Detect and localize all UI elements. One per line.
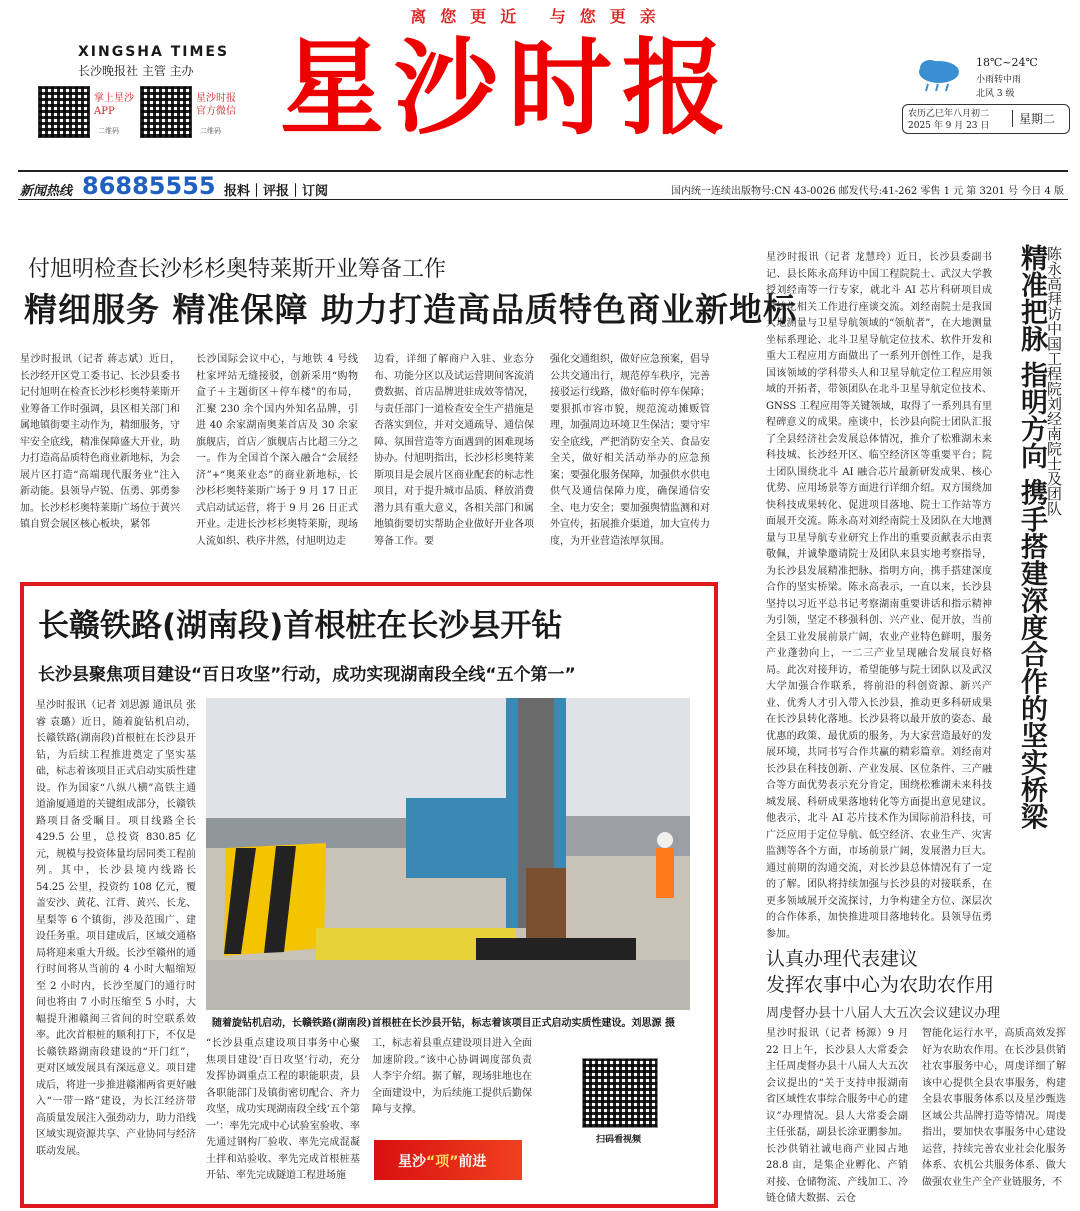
app-qr-code[interactable] xyxy=(38,86,90,138)
lead-headline: 精细服务 精准保障 助力打造高品质特色商业新地标 xyxy=(24,290,797,329)
lead-column-2: 长沙国际会议中心，与地铁 4 号线杜家坪站无缝接驳，创新采用“购物盒子＋主题街区＋停车楼”的布局，汇聚 230 余个国内外知名品牌，引进 40 余家湖南奥莱首店及 30 余家旗舰店，首店／旗舰店占比超三分之一。作为全国首个深入融合“会展经济”+“奥莱业态”的商业新地标，长沙杉杉奥特莱斯广场于 9 月 17 日正式启动试运营，将于 9 月 26 日正式开业。走进长沙杉杉奥特莱斯，现场人流如织、秩序井然，付旭明边走 xyxy=(196,354,358,547)
brand-english-name: XINGSHA TIMES xyxy=(78,44,230,60)
app-qr-label: 掌上星沙 APP xyxy=(94,93,134,117)
weather-condition: 小雨转中雨 xyxy=(976,75,1022,85)
construction-photo xyxy=(206,698,690,1010)
column-banner xyxy=(374,1140,522,1180)
issue-info: 国内统一连续出版物号:CN 43-0026 邮发代号:41-262 零售 1 元 第 3201 号 今日 4 版 xyxy=(670,186,1064,197)
hotline-label: 新闻热线 xyxy=(20,184,73,199)
app-qr-caption: 二维码 xyxy=(98,127,119,135)
info-bar xyxy=(18,170,1068,200)
solar-date: 2025 年 9 月 23 日 xyxy=(908,121,990,131)
hotline-number[interactable]: 86885555 xyxy=(82,172,216,200)
photo-caption: 随着旋钻机启动，长赣铁路(湖南段)首根桩在长沙县开钻，标志着该项目正式启动实质性建设。刘思源 摄 xyxy=(212,1018,675,1029)
lead-kicker: 付旭明检查长沙杉杉奥特莱斯开业筹备工作 xyxy=(28,257,447,282)
feature-subheadline: 长沙县聚焦项目建设“百日攻坚”行动，成功实现湖南段全线“五个第一” xyxy=(38,665,576,685)
wechat-qr-code[interactable] xyxy=(140,86,192,138)
side-kicker: 陈永高拜访中国工程院刘经南院士及团队 xyxy=(1045,246,1063,516)
lead-column-4: 强化交通组织，做好应急预案，倡导公共交通出行，规范停车秩序，完善接驳运行线路，做好临时停车保障；要狠抓市容市貌，规范流动摊贩管理，加强周边环境卫生保洁；要守牢安全底线，严把消防安全关、食品安全关，做好相关活动举办的应急预案；要强化服务保障，加强供水供电供气及通信保障力度，确保通信安全、电力安全；要加强舆情监测和对外宣传，拓展推介渠道，加大宣传力度，为开业营造浓厚氛围。 xyxy=(550,354,710,547)
cloud-rain-icon xyxy=(914,58,964,94)
feature-column-3: 工，标志着县重点建设项目进入全面加速阶段。”该中心协调调度部负责人李宇介绍。据了解，现场驻地也在全面建设中，为后续施工提供后勤保障与支撑。 xyxy=(372,1038,532,1115)
side-story-body: 星沙时报讯（记者 龙慧玲）近日，长沙县委副书记、县长陈永高拜访中国工程院院士、武汉大学教授刘经南等一行专家，就北斗 AI 芯片科研项目成果转化相关工作进行座谈交流。刘经南院士是我国大地测量与卫星导航领域的“领航者”，在大地测量坐标系理论、北斗卫星导航定位技术、软件开发和重大工程应用方面做出了一系列开创性工作，是我国该领域的学科带头人和卫星导航定位工程应用领域的开拓者，带领团队在北斗卫星导航定位技术、GNSS 工程应用等关键领域，取得了一系列具有里程碑意义的成果。座谈中，长沙县向院士团队汇报了全县经济社会发展总体情况，推介了松雅湖未来科技城、长沙经开区、临空经济区等重要平台；院士团队围绕北斗 AI 融合芯片最新研发成果、核心优势、应用场景等方面进行详细介绍。双方围绕加快科技成果转化、促进项目落地、院士工作站等方面展开交流。陈永高对刘经南院士及团队在大地测量与卫星导航专业研究上作出的重要贡献表示由衷敬佩，并诚挚邀请院士及团队来县实地考察指导，为长沙县发展精准把脉、指明方向，携手搭建深度合作的坚实桥梁。陈永高表示，一直以来，长沙县坚持以习近平总书记考察湖南重要讲话和指示精神为引领，坚定不移强科创、兴产业、促开放，当前全县工业发展前景广阔，农业产业特色鲜明，服务产业蓬勃向上，一二三产业呈现融合发展良好格局。此次对接拜访，希望能够与院士团队以及武汉大学加强合作联系，将前沿的科创资源、新兴产业、优秀人才引入带入长沙县，推动更多科研成果在长沙县转化落地。长沙县将以最开放的姿态、最优惠的政策、最优质的服务，为大家营造最好的发展环境，共同书写合作共赢的精彩篇章。刘经南对长沙县在科技创新、产业发展、区位条件、三产融合等方面优势表示充分肯定，围绕松雅湖未来科技城发展、科研成果落地转化等方面提出意见建议。他表示，北斗 AI 芯片技术作为国际前沿科技，可广泛应用于定位导航、低空经济、农业生产、灾害监测等各个方面，市场前景广阔，发展潜力巨大。通过前期的沟通交流，对长沙县总体情况有了一定的了解。团队将持续加强与长沙县的对接联系，在更多领域展开交流探讨，力争构建全方位、深层次的合作体系，加快推进项目落地转化。县领导伍勇参加。 xyxy=(766,252,992,940)
lead-column-1: 星沙时报讯（记者 蒋志斌）近日，长沙经开区党工委书记、长沙县委书记付旭明在检查长沙杉杉奥特莱斯开业筹备工作时强调，县区相关部门和属地镇街要主动作为，精细服务，守牢安全底线，精准保障盛大开业，助力打造高品质特色商业新地标，为会展片区打造“高端现代服务业”注入新动能。县领导卢锐、伍勇、郭勇参加。长沙杉杉奥特莱斯广场位于黄兴镇自贸会展区核心板块，紧邻 xyxy=(20,354,180,530)
newspaper-logo: 星沙时报 xyxy=(280,27,737,149)
story2-column-1: 星沙时报讯（记者 杨源）9 月 22 日上午，长沙县人大常委会主任周虔督办县十八届人大五次会议提出的“关于支持申报湖南省区域性农事综合服务中心的建议”办理情况。县人大常委会副主任张磊，副县长涂亚鹏参加。长沙供销社诚电商产业园占地 28.8 亩，是集企业孵化、产销对接、仓储物流、产线加工、冷链仓储大数据、云仓 xyxy=(766,1028,908,1204)
feature-column-1: 星沙时报讯（记者 刘思源 通讯员 张睿 袁璐）近日，随着旋钻机启动，长赣铁路(湖南段)首根桩在长沙县开钻，为后续工程推进奠定了坚实基础，标志着该项目正式启动实质性建设。作为国家“八纵八横”高铁主通道渝厦通道的关键组成部分，长赣铁路项目备受瞩目。项目线路全长 429.5 公里，总投资 830.85 亿元，规模与投资体量均居同类工程前列。其中，长沙县境内线路长 54.25 公里，投资约 108 亿元，覆盖安沙、黄花、江背、黄兴、长龙、星梨等 6 个镇街，涉及范围广、建设任务重。项目建成后，区域交通格局将迎来重大升级。长沙至赣州的通行时间将从当前的 4 小时大幅缩短至 2 小时内，长沙至厦门的通行时间也将由 7 小时压缩至 5 小时，大幅提升湘赣闽三省间的时空联系效率。此次首根桩的顺利打下，不仅是长赣铁路湖南段建设的“开门红”，更对区域发展具有深远意义。项目建成后，将进一步推进赣湘两省更好融入“一带一路”建设，为长江经济带高质量发展注入强劲动力，助力沿线区域实现资源共享、产业协同与经济联动发展。 xyxy=(36,700,196,1157)
masthead-slogan: 离您更近 与您更亲 xyxy=(410,7,670,26)
feature-headline: 长赣铁路(湖南段)首根桩在长沙县开钻 xyxy=(38,608,563,644)
banner-text-pre: 星沙 xyxy=(398,1154,426,1170)
video-qr-label: 扫码看视频 xyxy=(596,1135,642,1145)
weather-wind: 北风 3 级 xyxy=(976,89,1015,99)
lead-column-3: 边看，详细了解商户入驻、业态分布、功能分区以及试运营期间客流消费数据、首店品牌进驻成效等情况，与责任部门一道检查安全生产措施是否落实到位，并对交通疏导、通信保障、氛围营造等方面遇到的困难现场协办。付旭明指出，长沙杉杉奥特莱斯项目是会展片区商业配套的标志性项目，对于提升城市品质、释放消费潜力具有重大意义，各相关部门和属地镇街要切实帮助企业做好开业各项筹备工作。要 xyxy=(374,354,534,547)
brand-sponsor: 长沙晚报社 主管 主办 xyxy=(78,64,194,78)
weekday: 星期二 xyxy=(1012,110,1055,127)
video-qr-code[interactable] xyxy=(582,1058,658,1128)
weather-temperature: 18℃~24℃ xyxy=(976,56,1038,69)
story2-headline-line1: 认真办理代表建议 xyxy=(766,948,919,970)
wechat-qr-caption: 二维码 xyxy=(200,127,221,135)
banner-text-highlight: “项” xyxy=(426,1154,459,1170)
side-headline: 精准把脉 指明方向 携手搭建深度合作的坚实桥梁 xyxy=(1016,244,1047,830)
lunar-date: 农历乙巳年八月初二 xyxy=(908,109,990,119)
story2-subheadline: 周虔督办县十八届人大五次会议建议办理 xyxy=(766,1006,1001,1021)
feature-column-2: “长沙县重点建设项目事务中心聚焦项目建设‘百日攻坚’行动，充分发挥协调重点工程的职能职责，县各职能部门及镇街密切配合、齐力攻坚，成功实现湖南段全线‘五个第一’：率先完成中心试验室验收、率先通过钢构厂验收、率先完成混凝土拌和站验收、率先完成首根桩基开钻、率先完成隧道工程进场施 xyxy=(206,1038,360,1181)
banner-text-post: 前进 xyxy=(458,1154,487,1170)
story2-column-2: 智能化运行水平，高质高效发挥好为农助农作用。在长沙县供销社农事服务中心，周虔详细了解该中心提供全县农事服务，构建全县农事服务体系以及星沙甄选区域公共品牌打造等情况。周虔指出，要加快农事服务中心建设运营，持续完善农业社会化服务体系、农机公共服务体系、做大做强农业生产全产业链服务，不 xyxy=(922,1028,1066,1188)
hotline-links[interactable]: 报料｜评报｜订阅 xyxy=(224,184,329,199)
wechat-qr-label: 星沙时报 官方微信 xyxy=(196,93,236,117)
story2-headline-line2: 发挥农事中心为农助农作用 xyxy=(766,974,995,996)
